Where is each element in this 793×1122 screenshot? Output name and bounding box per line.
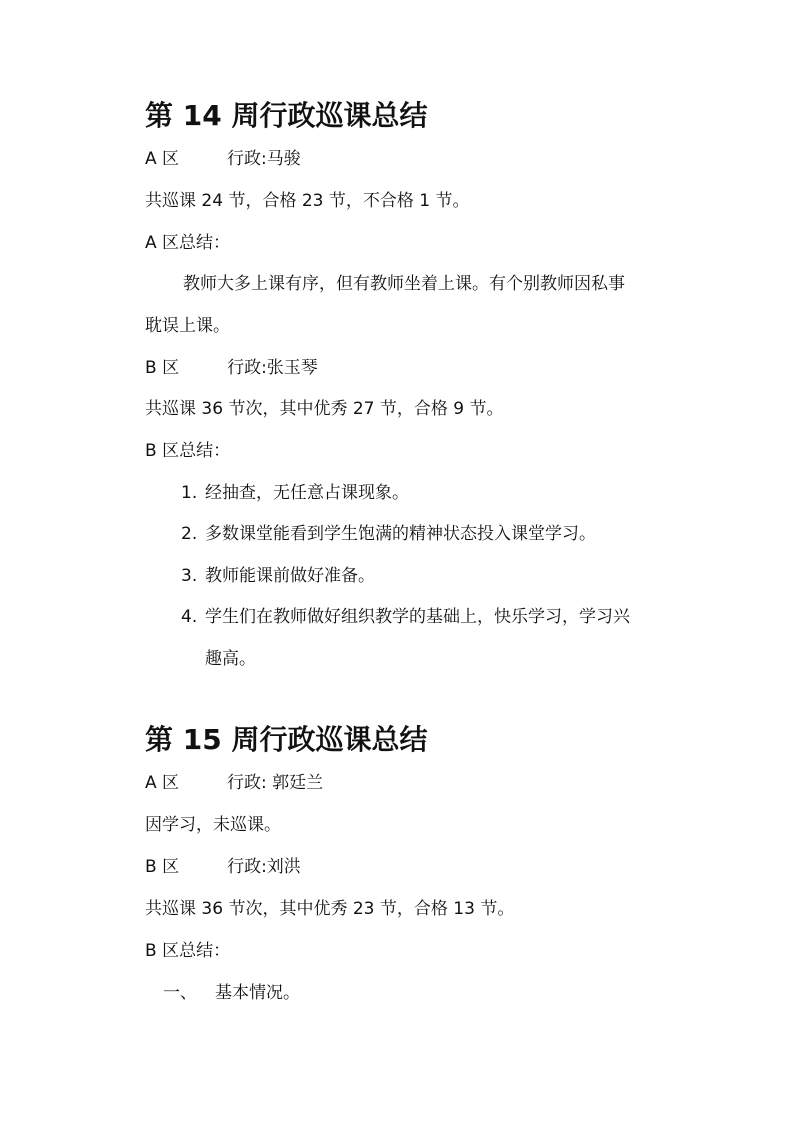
week15-regionB-admin: 行政:刘洪 [227, 857, 301, 877]
list-item: 教师能课前做好准备。 [205, 566, 375, 586]
week14-regionA-stats: 共巡课 24 节，合格 23 节，不合格 1 节。 [145, 191, 470, 211]
list-item-number: 1. [181, 483, 198, 503]
week14-regionB-label: B 区 [145, 358, 180, 378]
week15-regionB-summary-label: B 区总结： [145, 941, 231, 961]
week14-regionA-summary-label: A 区总结： [145, 233, 231, 253]
week14-regionA-line [145, 148, 301, 170]
week15-regionA-admin: 行政: 郭廷兰 [227, 773, 324, 793]
list-item-number: 3. [181, 566, 198, 586]
week15-regionA-note: 因学习，未巡课。 [145, 815, 281, 835]
list-item: 多数课堂能看到学生饱满的精神状态投入课堂学习。 [205, 524, 596, 544]
week14-regionB-summary-label: B 区总结： [145, 441, 231, 461]
section-heading: 基本情况。 [215, 983, 300, 1003]
week15-regionB-label: B 区 [145, 857, 180, 877]
week14-regionB-line [145, 357, 318, 379]
week15-regionB-line [145, 856, 301, 878]
week15-regionA-line [145, 772, 323, 794]
week15-regionB-stats: 共巡课 36 节次，其中优秀 23 节，合格 13 节。 [145, 899, 515, 919]
list-item-number: 4. [181, 607, 198, 627]
week14-regionA-summary-line1: 教师大多上课有序，但有教师坐着上课。有个别教师因私事 [183, 274, 625, 294]
week15-regionA-label: A 区 [145, 773, 180, 793]
week14-regionA-admin: 行政:马骏 [227, 149, 301, 169]
week14-regionA-summary-line2: 耽误上课。 [145, 316, 230, 336]
week14-regionB-stats: 共巡课 36 节次，其中优秀 27 节，合格 9 节。 [145, 399, 504, 419]
week14-regionA-label: A 区 [145, 149, 180, 169]
list-item: 学生们在教师做好组织教学的基础上，快乐学习，学习兴 [205, 607, 630, 627]
list-item-number: 2. [181, 524, 198, 544]
list-item: 经抽查，无任意占课现象。 [205, 483, 409, 503]
week14-title: 第 14 周行政巡课总结 [145, 99, 428, 132]
week14-regionB-admin: 行政:张玉琴 [227, 358, 318, 378]
week15-title: 第 15 周行政巡课总结 [145, 723, 428, 756]
section-number: 一、 [163, 983, 197, 1003]
list-item-continuation: 趣高。 [205, 649, 256, 669]
